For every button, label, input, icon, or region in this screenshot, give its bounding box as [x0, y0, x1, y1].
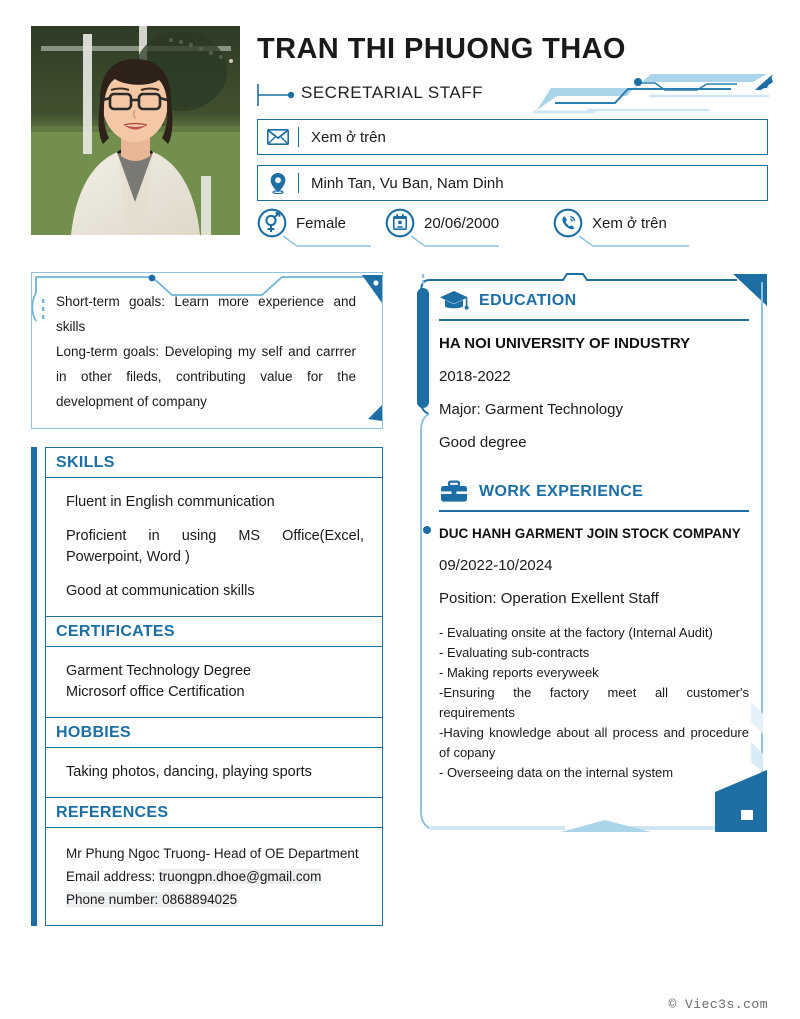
contact-birthdate-value: 20/06/2000	[424, 214, 500, 232]
right-column	[415, 272, 769, 850]
header-decoration-icon	[531, 70, 773, 114]
section-certificates	[31, 616, 383, 717]
connector-line-icon	[409, 234, 499, 248]
section-hobbies-title: HOBBIES	[56, 723, 131, 741]
list-item: Garment Technology Degree	[66, 663, 252, 679]
list-item: - Evaluating sub-contracts	[439, 645, 590, 660]
section-references-header	[45, 797, 383, 828]
left-column	[31, 272, 383, 926]
briefcase-icon	[439, 480, 469, 504]
work-position: Position: Operation Exellent Staff	[439, 590, 659, 607]
list-item: -Ensuring the factory meet all customer's requirements	[439, 685, 749, 720]
section-certificates-body	[45, 647, 383, 717]
section-education-header	[439, 286, 749, 316]
section-skills	[31, 447, 383, 616]
avatar	[31, 26, 240, 235]
section-education-title: EDUCATION	[479, 292, 577, 309]
right-panel-content	[439, 286, 749, 783]
contact-address-value: Minh Tan, Vu Ban, Nam Dinh	[311, 174, 504, 192]
list-item: - Overseeing data on the internal system	[439, 765, 674, 780]
section-references	[31, 797, 383, 926]
section-references-body	[45, 828, 383, 926]
graduation-cap-icon	[439, 289, 469, 313]
section-skills-header	[45, 447, 383, 478]
connector-line-icon	[577, 234, 689, 248]
section-hobbies-header	[45, 717, 383, 748]
header	[0, 0, 800, 248]
list-item: -Having knowledge about all process and procedure of copany	[439, 725, 749, 760]
contact-email-value: Xem ở trên	[311, 128, 386, 146]
reference-phone-label: Phone number:	[66, 892, 163, 907]
list-item: Fluent in English communication	[66, 494, 275, 510]
contact-email[interactable]	[257, 119, 768, 155]
page-title: TRAN THI PHUONG THAO	[257, 33, 626, 65]
reference-email-value: truongpn.dhoe@gmail.com	[159, 869, 322, 884]
section-certificates-header	[45, 616, 383, 647]
mini-contact-row	[257, 208, 777, 248]
envelope-icon	[258, 129, 298, 145]
section-hobbies	[31, 717, 383, 797]
work-company: DUC HANH GARMENT JOIN STOCK COMPANY	[439, 526, 741, 541]
location-pin-icon	[258, 172, 298, 194]
objective-text	[56, 289, 356, 414]
objective-long-term: Long-term goals: Developing my self and carrrer in other fileds, contributing value for the development of company	[56, 344, 356, 409]
job-title: SECRETARIAL STAFF	[301, 83, 483, 102]
list-item: Taking photos, dancing, playing sports	[66, 764, 312, 780]
work-duties-list	[439, 623, 749, 783]
left-sections	[31, 447, 383, 926]
section-work-body	[439, 512, 749, 783]
reference-phone-value: 0868894025	[162, 892, 238, 907]
education-school: HA NOI UNIVERSITY OF INDUSTRY	[439, 335, 691, 352]
list-item: Good at communication skills	[66, 583, 255, 599]
connector-line-icon	[281, 234, 371, 248]
education-degree: Good degree	[439, 434, 527, 451]
section-references-title: REFERENCES	[56, 803, 169, 821]
section-skills-body	[45, 478, 383, 616]
education-major: Major: Garment Technology	[439, 401, 623, 418]
reference-phone-line	[66, 888, 364, 911]
reference-name: Mr Phung Ngoc Truong- Head of OE Department	[66, 846, 359, 861]
section-education-body	[439, 321, 749, 451]
role-connector-icon	[257, 82, 297, 108]
list-item: Proficient in using MS Office(Excel, Powerpoint, Word )	[66, 528, 364, 565]
education-years: 2018-2022	[439, 368, 511, 385]
section-work-title: WORK EXPERIENCE	[479, 483, 644, 500]
section-work-header	[439, 477, 749, 507]
contact-phone-value: Xem ở trên	[592, 214, 667, 232]
career-objective-box	[31, 272, 383, 429]
contact-address[interactable]	[257, 165, 768, 201]
work-period: 09/2022-10/2024	[439, 557, 553, 574]
list-item: - Making reports everyweek	[439, 665, 599, 680]
list-item: - Evaluating onsite at the factory (Internal Audit)	[439, 625, 713, 640]
section-hobbies-body	[45, 748, 383, 797]
section-skills-title: SKILLS	[56, 453, 115, 471]
section-certificates-title: CERTIFICATES	[56, 622, 175, 640]
objective-short-term: Short-term goals: Learn more experience and skills	[56, 294, 356, 334]
reference-email-label: Email address:	[66, 869, 160, 884]
footer-watermark: © Viec3s.com	[668, 997, 768, 1012]
reference-email-line	[66, 865, 364, 888]
list-item: Microsorf office Certification	[66, 684, 245, 700]
contact-gender-value: Female	[296, 214, 347, 232]
